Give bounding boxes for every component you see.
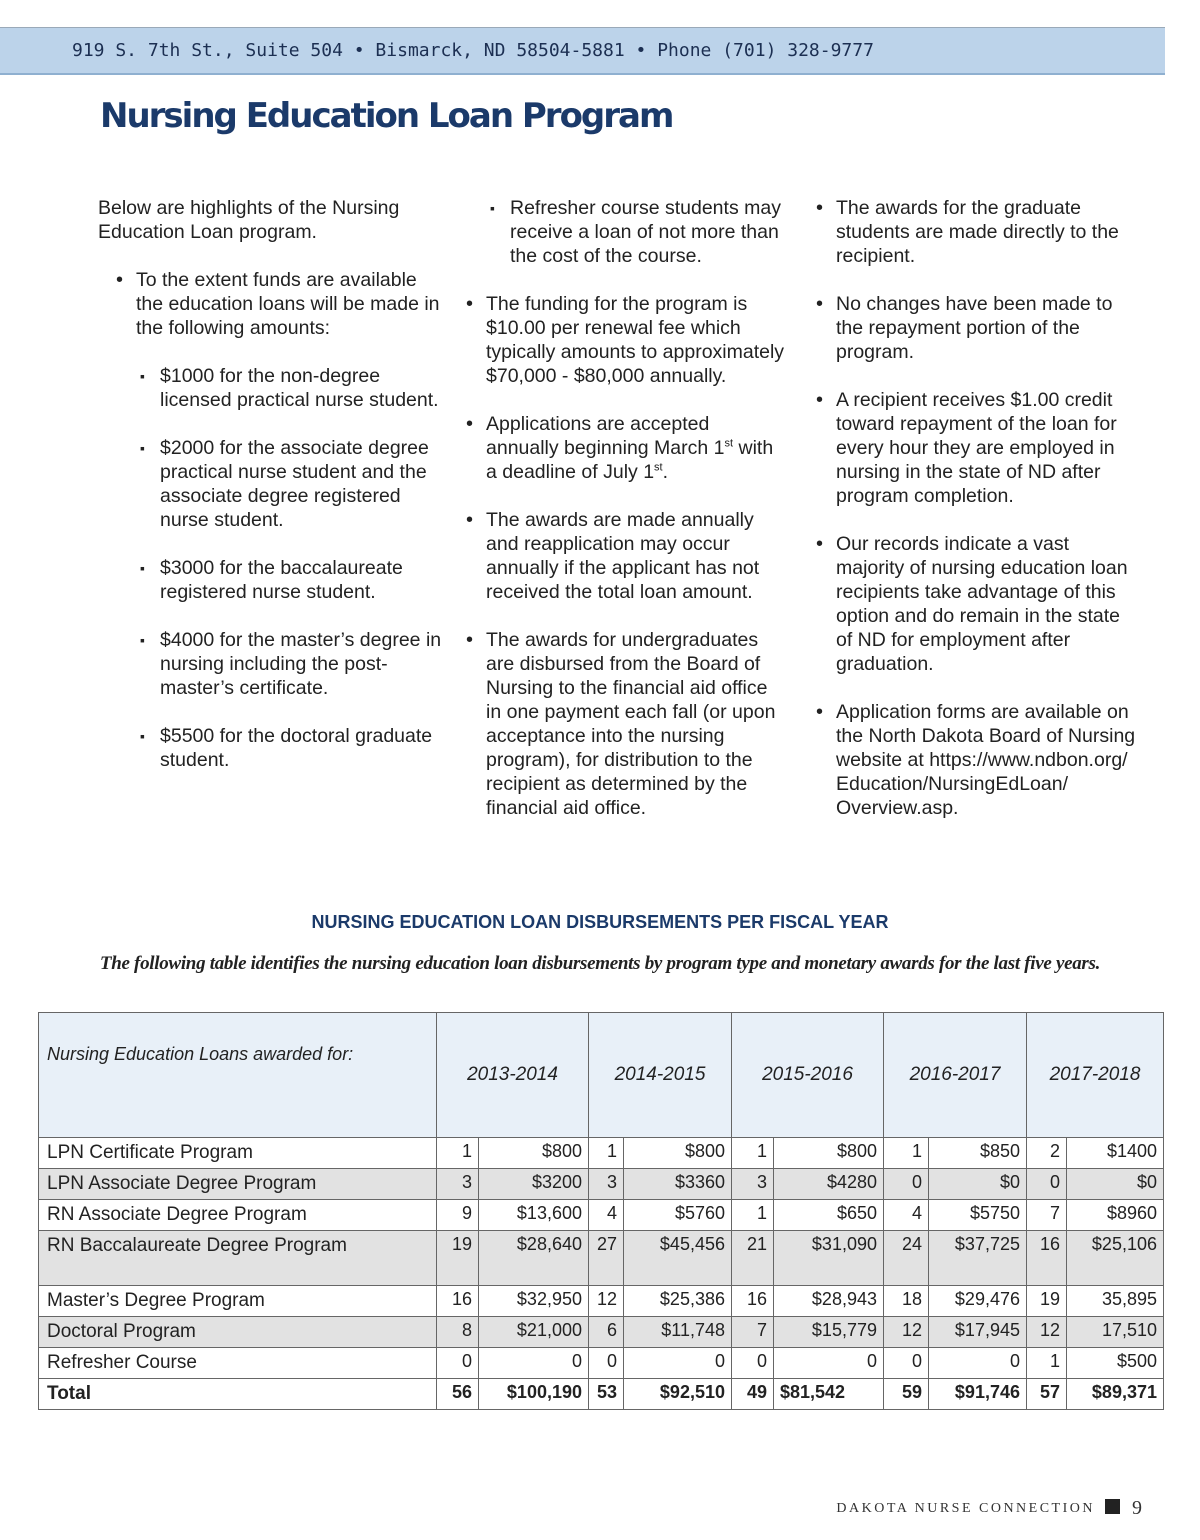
recipient-count: 1 [1027, 1348, 1067, 1379]
award-amount: $31,090 [774, 1231, 884, 1286]
applications-item [466, 412, 786, 484]
undergrad-item: • The awards for undergraduates are disbursed from the Board of Nursing to the financial aid office in one payment each fall (or upon acceptance into the nursing program), for distribution to the recipient as determined by the financial aid office. [466, 628, 786, 820]
award-amount: $32,950 [479, 1286, 589, 1317]
award-amount: $850 [929, 1138, 1027, 1169]
applications-text: with a deadline of July 1 [486, 437, 774, 483]
recipient-count: 12 [1027, 1317, 1067, 1348]
award-amount: $5750 [929, 1200, 1027, 1231]
recipient-count: 1 [589, 1138, 624, 1169]
program-name: LPN Certificate Program [39, 1138, 437, 1169]
award-amount: $45,456 [624, 1231, 732, 1286]
page-number: 9 [1132, 1497, 1142, 1519]
program-column-header: Nursing Education Loans awarded for: [39, 1013, 437, 1138]
recipient-count: 7 [1027, 1200, 1067, 1231]
refresher-item: ▪ Refresher course students may receive a loan of not more than the cost of the course. [466, 196, 786, 268]
list-item: • A recipient receives $1.00 credit toward repayment of the loan for every hour they are employed in nursing in the state of ND after program completion. [816, 388, 1136, 508]
award-amount: $3200 [479, 1169, 589, 1200]
award-amount: $8960 [1067, 1200, 1164, 1231]
program-name: Master’s Degree Program [39, 1286, 437, 1317]
amount-item: ▪ $4000 for the master’s degree in nursing including the post-master’s certificate. [98, 628, 443, 700]
amount-list [98, 268, 443, 772]
recipient-count: 16 [732, 1286, 774, 1317]
award-amount: $25,106 [1067, 1231, 1164, 1286]
program-details-list [466, 196, 786, 820]
year-header: 2014-2015 [589, 1013, 732, 1138]
award-amount: $25,386 [624, 1286, 732, 1317]
amount-item: ▪ $2000 for the associate degree practical nurse student and the associate degree registered nurse student. [98, 436, 443, 532]
program-name: LPN Associate Degree Program [39, 1169, 437, 1200]
program-name: RN Associate Degree Program [39, 1200, 437, 1231]
recipient-count: 4 [589, 1200, 624, 1231]
table-row [39, 1200, 1164, 1231]
list-item: • Our records indicate a vast majority of nursing education loan recipients take advantage of this option and do remain in the state of ND for employment after graduation. [816, 532, 1136, 676]
total-count: 57 [1027, 1379, 1067, 1410]
table-row [39, 1138, 1164, 1169]
table-row [39, 1169, 1164, 1200]
disbursements-table [38, 1012, 1164, 1410]
recipient-count: 12 [884, 1317, 929, 1348]
total-amount: $92,510 [624, 1379, 732, 1410]
award-amount: 0 [774, 1348, 884, 1379]
applications-text: Applications are accepted annually beginning March 1 [486, 413, 725, 459]
award-amount: $37,725 [929, 1231, 1027, 1286]
footer [836, 1497, 1142, 1520]
recipient-count: 1 [732, 1138, 774, 1169]
award-amount: 0 [929, 1348, 1027, 1379]
recipient-count: 3 [732, 1169, 774, 1200]
table-row [39, 1317, 1164, 1348]
award-amount: 17,510 [1067, 1317, 1164, 1348]
award-amount: $28,640 [479, 1231, 589, 1286]
recipient-count: 6 [589, 1317, 624, 1348]
square-icon [1105, 1499, 1120, 1514]
total-label: Total [39, 1379, 437, 1410]
program-name: Refresher Course [39, 1348, 437, 1379]
recipient-count: 19 [437, 1231, 479, 1286]
list-item: • No changes have been made to the repayment portion of the program. [816, 292, 1136, 364]
page-title: Nursing Education Loan Program [100, 96, 673, 136]
award-amount: $28,943 [774, 1286, 884, 1317]
recipient-count: 3 [589, 1169, 624, 1200]
amount-item: ▪ $3000 for the baccalaureate registered nurse student. [98, 556, 443, 604]
list-item: • Application forms are available on the North Dakota Board of Nursing website at https://www.ndbon.org/ Education/NursingEdLoan/ Overview.asp. [816, 700, 1136, 820]
column-3 [816, 196, 1136, 844]
total-row [39, 1379, 1164, 1410]
column-1 [98, 196, 443, 796]
award-amount: $3360 [624, 1169, 732, 1200]
year-header: 2017-2018 [1027, 1013, 1164, 1138]
recipient-count: 0 [589, 1348, 624, 1379]
recipient-count: 1 [437, 1138, 479, 1169]
award-amount: $0 [929, 1169, 1027, 1200]
recipient-count: 27 [589, 1231, 624, 1286]
year-header: 2015-2016 [732, 1013, 884, 1138]
recipient-count: 24 [884, 1231, 929, 1286]
recipient-count: 12 [589, 1286, 624, 1317]
amount-item: ▪ $1000 for the non-degree licensed practical nurse student. [98, 364, 443, 412]
recipient-count: 16 [1027, 1231, 1067, 1286]
recipient-count: 16 [437, 1286, 479, 1317]
year-header: 2013-2014 [437, 1013, 589, 1138]
column-2 [466, 196, 786, 844]
year-header: 2016-2017 [884, 1013, 1027, 1138]
award-amount: 0 [624, 1348, 732, 1379]
table-row [39, 1348, 1164, 1379]
total-amount: $89,371 [1067, 1379, 1164, 1410]
award-amount: $15,779 [774, 1317, 884, 1348]
funds-bullet: • To the extent funds are available the education loans will be made in the following amounts: [98, 268, 443, 340]
total-amount: $100,190 [479, 1379, 589, 1410]
award-amount: $21,000 [479, 1317, 589, 1348]
annual-item: • The awards are made annually and reapplication may occur annually if the applicant has not received the total loan amount. [466, 508, 786, 604]
recipient-count: 0 [884, 1348, 929, 1379]
list-item: • The awards for the graduate students are made directly to the recipient. [816, 196, 1136, 268]
funding-item: • The funding for the program is $10.00 per renewal fee which typically amounts to approximately $70,000 - $80,000 annually. [466, 292, 786, 388]
total-amount: $91,746 [929, 1379, 1027, 1410]
award-amount: $800 [624, 1138, 732, 1169]
award-amount: $800 [774, 1138, 884, 1169]
table-body [39, 1138, 1164, 1410]
program-name: RN Baccalaureate Degree Program [39, 1231, 437, 1286]
table-header-row [39, 1013, 1164, 1138]
total-count: 49 [732, 1379, 774, 1410]
intro-text: Below are highlights of the Nursing Education Loan program. [98, 197, 400, 243]
recipient-count: 7 [732, 1317, 774, 1348]
total-amount: $81,542 [774, 1379, 884, 1410]
award-amount: 0 [479, 1348, 589, 1379]
recipient-count: 0 [1027, 1169, 1067, 1200]
recipient-count: 4 [884, 1200, 929, 1231]
publication-name: DAKOTA NURSE CONNECTION [836, 1501, 1095, 1516]
award-amount: $13,600 [479, 1200, 589, 1231]
award-amount: $4280 [774, 1169, 884, 1200]
recipient-count: 18 [884, 1286, 929, 1317]
superscript: st [654, 461, 663, 474]
superscript: st [724, 437, 734, 450]
award-amount: $5760 [624, 1200, 732, 1231]
award-amount: $0 [1067, 1169, 1164, 1200]
award-amount: $500 [1067, 1348, 1164, 1379]
recipient-count: 8 [437, 1317, 479, 1348]
award-amount: $11,748 [624, 1317, 732, 1348]
header-address: 919 S. 7th St., Suite 504 • Bismarck, ND 58504-5881 • Phone (701) 328-9777 [72, 40, 874, 61]
table-title: NURSING EDUCATION LOAN DISBURSEMENTS PER FISCAL YEAR [311, 912, 889, 932]
award-amount: $29,476 [929, 1286, 1027, 1317]
recipient-count: 3 [437, 1169, 479, 1200]
award-amount: 35,895 [1067, 1286, 1164, 1317]
recipient-count: 2 [1027, 1138, 1067, 1169]
recipient-count: 21 [732, 1231, 774, 1286]
program-name: Doctoral Program [39, 1317, 437, 1348]
total-count: 53 [589, 1379, 624, 1410]
table-row [39, 1231, 1164, 1286]
award-amount: $17,945 [929, 1317, 1027, 1348]
table-row [39, 1286, 1164, 1317]
recipient-count: 0 [437, 1348, 479, 1379]
header-bar [0, 28, 1165, 75]
recipient-count: 1 [884, 1138, 929, 1169]
recipient-count: 9 [437, 1200, 479, 1231]
total-count: 56 [437, 1379, 479, 1410]
award-amount: $1400 [1067, 1138, 1164, 1169]
applications-text: . [662, 461, 669, 483]
award-amount: $650 [774, 1200, 884, 1231]
repayment-list [816, 196, 1136, 820]
recipient-count: 0 [884, 1169, 929, 1200]
table-subtitle: The following table identifies the nursing education loan disbursements by program type and monetary awards for the last five years. [99, 953, 1101, 974]
recipient-count: 19 [1027, 1286, 1067, 1317]
recipient-count: 1 [732, 1200, 774, 1231]
award-amount: $800 [479, 1138, 589, 1169]
amount-item: ▪ $5500 for the doctoral graduate student. [98, 724, 443, 772]
recipient-count: 0 [732, 1348, 774, 1379]
total-count: 59 [884, 1379, 929, 1410]
